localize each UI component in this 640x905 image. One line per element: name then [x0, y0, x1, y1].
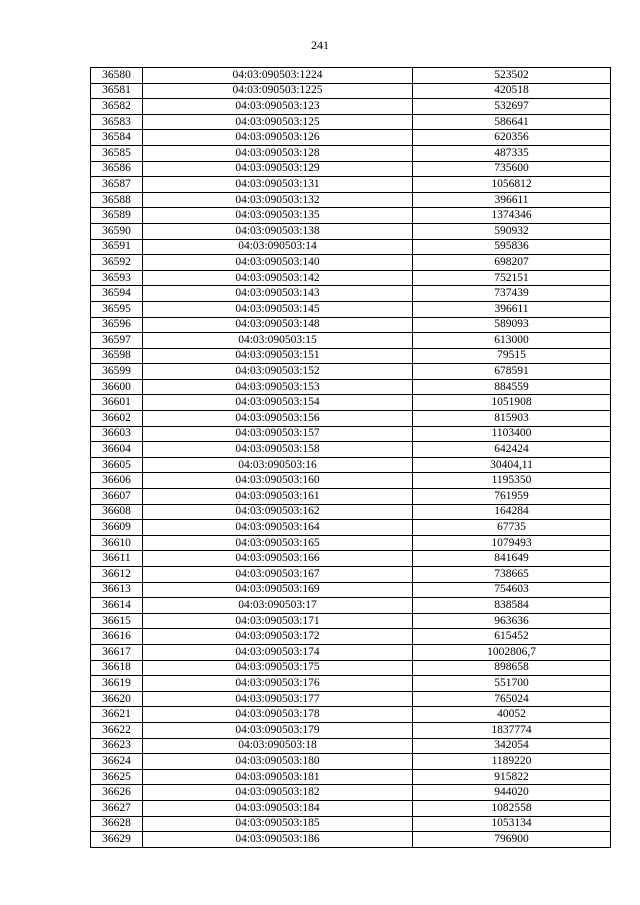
row-number-cell: 36628 [91, 816, 143, 832]
table-body [91, 68, 611, 848]
cadastral-value-cell: 838584 [413, 598, 611, 614]
cadastral-number-cell: 04:03:090503:16 [143, 457, 413, 473]
row-number-cell: 36615 [91, 613, 143, 629]
cadastral-number-cell: 04:03:090503:126 [143, 130, 413, 146]
cadastral-number-cell: 04:03:090503:162 [143, 504, 413, 520]
table-row [91, 800, 611, 816]
row-number-cell: 36600 [91, 379, 143, 395]
cadastral-number-cell: 04:03:090503:156 [143, 411, 413, 427]
cadastral-value-cell: 1051908 [413, 395, 611, 411]
cadastral-value-cell: 586641 [413, 114, 611, 130]
cadastral-number-cell: 04:03:090503:135 [143, 208, 413, 224]
row-number-cell: 36588 [91, 192, 143, 208]
cadastral-number-cell: 04:03:090503:166 [143, 551, 413, 567]
table-row [91, 707, 611, 723]
cadastral-value-cell: 551700 [413, 676, 611, 692]
row-number-cell: 36618 [91, 660, 143, 676]
cadastral-number-cell: 04:03:090503:172 [143, 629, 413, 645]
cadastral-value-cell: 1195350 [413, 473, 611, 489]
cadastral-value-cell: 420518 [413, 83, 611, 99]
cadastral-value-cell: 589093 [413, 317, 611, 333]
cadastral-value-cell: 487335 [413, 145, 611, 161]
table-row [91, 769, 611, 785]
cadastral-value-cell: 642424 [413, 442, 611, 458]
row-number-cell: 36580 [91, 68, 143, 84]
cadastral-value-cell: 164284 [413, 504, 611, 520]
row-number-cell: 36608 [91, 504, 143, 520]
table-row [91, 223, 611, 239]
table-row [91, 582, 611, 598]
table-row [91, 114, 611, 130]
table-row [91, 738, 611, 754]
row-number-cell: 36627 [91, 800, 143, 816]
cadastral-number-cell: 04:03:090503:177 [143, 691, 413, 707]
row-number-cell: 36582 [91, 99, 143, 115]
row-number-cell: 36590 [91, 223, 143, 239]
cadastral-number-cell: 04:03:090503:164 [143, 520, 413, 536]
cadastral-number-cell: 04:03:090503:142 [143, 270, 413, 286]
cadastral-value-cell: 765024 [413, 691, 611, 707]
row-number-cell: 36620 [91, 691, 143, 707]
cadastral-number-cell: 04:03:090503:132 [143, 192, 413, 208]
table-row [91, 68, 611, 84]
cadastral-number-cell: 04:03:090503:14 [143, 239, 413, 255]
cadastral-value-cell: 1056812 [413, 177, 611, 193]
table-row [91, 489, 611, 505]
table-row [91, 598, 611, 614]
table-row [91, 660, 611, 676]
cadastral-number-cell: 04:03:090503:157 [143, 426, 413, 442]
cadastral-number-cell: 04:03:090503:138 [143, 223, 413, 239]
cadastral-number-cell: 04:03:090503:153 [143, 379, 413, 395]
row-number-cell: 36602 [91, 411, 143, 427]
cadastral-value-cell: 620356 [413, 130, 611, 146]
cadastral-number-cell: 04:03:090503:175 [143, 660, 413, 676]
row-number-cell: 36614 [91, 598, 143, 614]
cadastral-value-cell: 1079493 [413, 535, 611, 551]
cadastral-value-cell: 595836 [413, 239, 611, 255]
table-row [91, 473, 611, 489]
cadastral-number-cell: 04:03:090503:180 [143, 754, 413, 770]
row-number-cell: 36604 [91, 442, 143, 458]
page-number: 241 [311, 38, 329, 52]
table-row [91, 426, 611, 442]
table-row [91, 270, 611, 286]
cadastral-value-cell: 396611 [413, 301, 611, 317]
table-row [91, 364, 611, 380]
cadastral-number-cell: 04:03:090503:140 [143, 255, 413, 271]
cadastral-value-cell: 815903 [413, 411, 611, 427]
cadastral-number-cell: 04:03:090503:154 [143, 395, 413, 411]
table-row [91, 379, 611, 395]
cadastral-number-cell: 04:03:090503:165 [143, 535, 413, 551]
row-number-cell: 36583 [91, 114, 143, 130]
row-number-cell: 36585 [91, 145, 143, 161]
cadastral-number-cell: 04:03:090503:128 [143, 145, 413, 161]
row-number-cell: 36589 [91, 208, 143, 224]
table-row [91, 161, 611, 177]
cadastral-value-cell: 613000 [413, 333, 611, 349]
table-row [91, 629, 611, 645]
cadastral-number-cell: 04:03:090503:145 [143, 301, 413, 317]
cadastral-number-cell: 04:03:090503:167 [143, 567, 413, 583]
row-number-cell: 36611 [91, 551, 143, 567]
table-row [91, 442, 611, 458]
cadastral-number-cell: 04:03:090503:129 [143, 161, 413, 177]
table-row [91, 83, 611, 99]
row-number-cell: 36586 [91, 161, 143, 177]
table-row [91, 520, 611, 536]
cadastral-value-cell: 1082558 [413, 800, 611, 816]
row-number-cell: 36605 [91, 457, 143, 473]
table-row [91, 551, 611, 567]
cadastral-number-cell: 04:03:090503:171 [143, 613, 413, 629]
cadastral-number-cell: 04:03:090503:1225 [143, 83, 413, 99]
cadastral-number-cell: 04:03:090503:152 [143, 364, 413, 380]
cadastral-value-cell: 590932 [413, 223, 611, 239]
cadastral-number-cell: 04:03:090503:176 [143, 676, 413, 692]
row-number-cell: 36594 [91, 286, 143, 302]
cadastral-number-cell: 04:03:090503:131 [143, 177, 413, 193]
cadastral-number-cell: 04:03:090503:158 [143, 442, 413, 458]
table-row [91, 395, 611, 411]
table-row [91, 676, 611, 692]
row-number-cell: 36591 [91, 239, 143, 255]
cadastral-number-cell: 04:03:090503:17 [143, 598, 413, 614]
row-number-cell: 36596 [91, 317, 143, 333]
cadastral-number-cell: 04:03:090503:174 [143, 644, 413, 660]
table-row [91, 130, 611, 146]
cadastral-value-table [90, 67, 611, 848]
cadastral-value-cell: 396611 [413, 192, 611, 208]
cadastral-number-cell: 04:03:090503:151 [143, 348, 413, 364]
cadastral-value-cell: 915822 [413, 769, 611, 785]
cadastral-value-cell: 884559 [413, 379, 611, 395]
row-number-cell: 36621 [91, 707, 143, 723]
cadastral-number-cell: 04:03:090503:148 [143, 317, 413, 333]
row-number-cell: 36609 [91, 520, 143, 536]
table-row [91, 255, 611, 271]
cadastral-number-cell: 04:03:090503:143 [143, 286, 413, 302]
cadastral-value-cell: 735600 [413, 161, 611, 177]
cadastral-value-cell: 898658 [413, 660, 611, 676]
cadastral-value-cell: 678591 [413, 364, 611, 380]
cadastral-number-cell: 04:03:090503:1224 [143, 68, 413, 84]
table-row [91, 333, 611, 349]
cadastral-value-cell: 963636 [413, 613, 611, 629]
cadastral-number-cell: 04:03:090503:186 [143, 832, 413, 848]
cadastral-value-cell: 532697 [413, 99, 611, 115]
row-number-cell: 36623 [91, 738, 143, 754]
row-number-cell: 36581 [91, 83, 143, 99]
table-row [91, 832, 611, 848]
cadastral-number-cell: 04:03:090503:182 [143, 785, 413, 801]
cadastral-number-cell: 04:03:090503:125 [143, 114, 413, 130]
row-number-cell: 36597 [91, 333, 143, 349]
table-row [91, 535, 611, 551]
row-number-cell: 36598 [91, 348, 143, 364]
row-number-cell: 36584 [91, 130, 143, 146]
cadastral-number-cell: 04:03:090503:179 [143, 722, 413, 738]
table-row [91, 99, 611, 115]
row-number-cell: 36612 [91, 567, 143, 583]
table-row [91, 613, 611, 629]
row-number-cell: 36592 [91, 255, 143, 271]
cadastral-number-cell: 04:03:090503:15 [143, 333, 413, 349]
row-number-cell: 36593 [91, 270, 143, 286]
cadastral-value-cell: 67735 [413, 520, 611, 536]
cadastral-value-cell: 1189220 [413, 754, 611, 770]
row-number-cell: 36613 [91, 582, 143, 598]
cadastral-value-cell: 1053134 [413, 816, 611, 832]
cadastral-value-cell: 30404,11 [413, 457, 611, 473]
table-row [91, 348, 611, 364]
cadastral-number-cell: 04:03:090503:18 [143, 738, 413, 754]
cadastral-value-cell: 698207 [413, 255, 611, 271]
row-number-cell: 36603 [91, 426, 143, 442]
row-number-cell: 36595 [91, 301, 143, 317]
cadastral-value-cell: 754603 [413, 582, 611, 598]
table-row [91, 567, 611, 583]
cadastral-value-cell: 523502 [413, 68, 611, 84]
table-row [91, 317, 611, 333]
row-number-cell: 36606 [91, 473, 143, 489]
row-number-cell: 36629 [91, 832, 143, 848]
cadastral-value-cell: 79515 [413, 348, 611, 364]
table-row [91, 239, 611, 255]
cadastral-value-cell: 944020 [413, 785, 611, 801]
table-row [91, 691, 611, 707]
table-row [91, 785, 611, 801]
table-row [91, 208, 611, 224]
row-number-cell: 36625 [91, 769, 143, 785]
row-number-cell: 36617 [91, 644, 143, 660]
row-number-cell: 36599 [91, 364, 143, 380]
table-row [91, 504, 611, 520]
cadastral-number-cell: 04:03:090503:160 [143, 473, 413, 489]
table-row [91, 301, 611, 317]
cadastral-value-cell: 615452 [413, 629, 611, 645]
cadastral-number-cell: 04:03:090503:178 [143, 707, 413, 723]
cadastral-number-cell: 04:03:090503:161 [143, 489, 413, 505]
cadastral-number-cell: 04:03:090503:181 [143, 769, 413, 785]
cadastral-value-cell: 1002806,7 [413, 644, 611, 660]
cadastral-value-cell: 1374346 [413, 208, 611, 224]
table-row [91, 192, 611, 208]
cadastral-value-cell: 342054 [413, 738, 611, 754]
table-row [91, 145, 611, 161]
cadastral-number-cell: 04:03:090503:169 [143, 582, 413, 598]
table-row [91, 177, 611, 193]
row-number-cell: 36626 [91, 785, 143, 801]
cadastral-value-cell: 1103400 [413, 426, 611, 442]
cadastral-value-cell: 796900 [413, 832, 611, 848]
table-row [91, 286, 611, 302]
row-number-cell: 36616 [91, 629, 143, 645]
cadastral-number-cell: 04:03:090503:123 [143, 99, 413, 115]
table-row [91, 411, 611, 427]
row-number-cell: 36624 [91, 754, 143, 770]
row-number-cell: 36619 [91, 676, 143, 692]
table-row [91, 722, 611, 738]
cadastral-value-cell: 737439 [413, 286, 611, 302]
cadastral-value-cell: 40052 [413, 707, 611, 723]
cadastral-value-cell: 738665 [413, 567, 611, 583]
cadastral-value-cell: 1837774 [413, 722, 611, 738]
row-number-cell: 36607 [91, 489, 143, 505]
row-number-cell: 36587 [91, 177, 143, 193]
cadastral-number-cell: 04:03:090503:185 [143, 816, 413, 832]
cadastral-value-cell: 752151 [413, 270, 611, 286]
table-row [91, 754, 611, 770]
cadastral-value-cell: 761959 [413, 489, 611, 505]
cadastral-value-cell: 841649 [413, 551, 611, 567]
table-row [91, 816, 611, 832]
cadastral-number-cell: 04:03:090503:184 [143, 800, 413, 816]
table-row [91, 644, 611, 660]
row-number-cell: 36601 [91, 395, 143, 411]
row-number-cell: 36622 [91, 722, 143, 738]
table-row [91, 457, 611, 473]
row-number-cell: 36610 [91, 535, 143, 551]
